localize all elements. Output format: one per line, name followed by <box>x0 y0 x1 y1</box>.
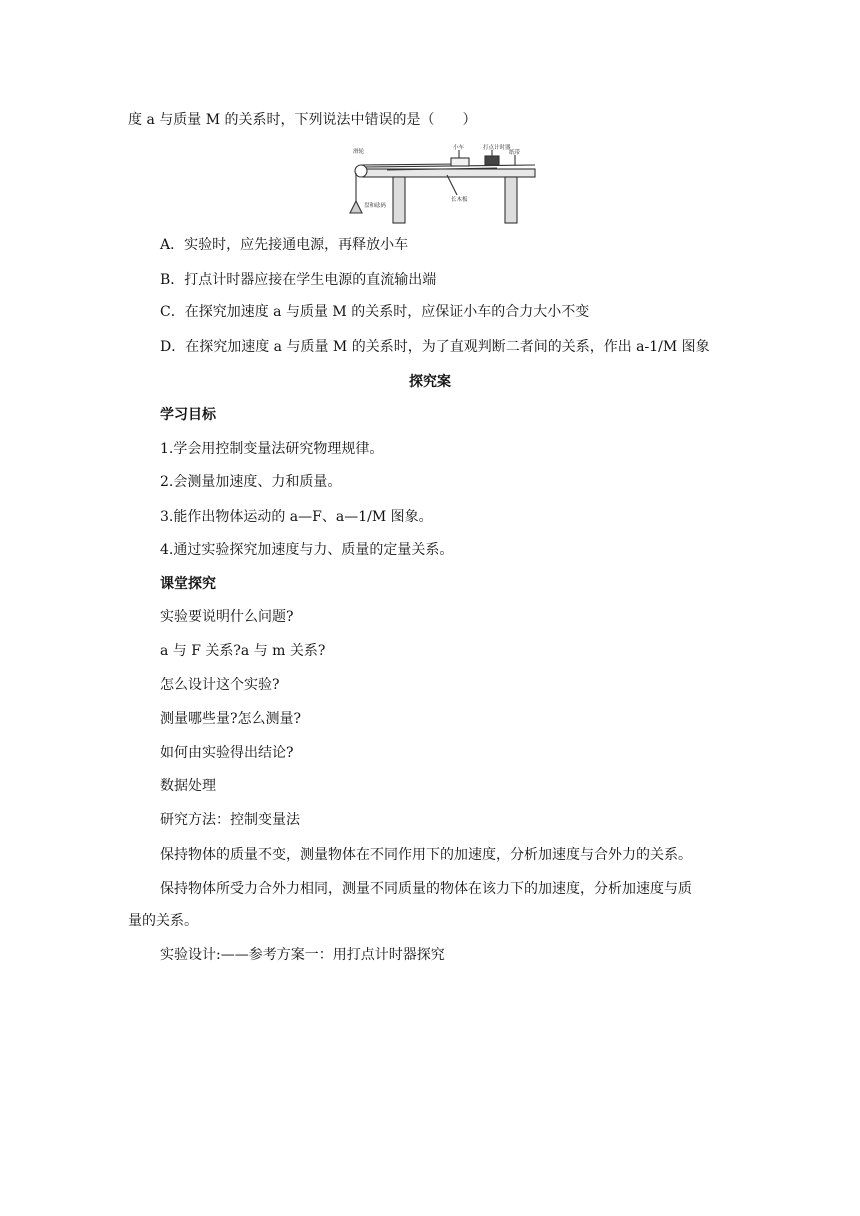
inquiry-question-2: a 与 F 关系?a 与 m 关系? <box>160 643 326 659</box>
section-title: 探究案 <box>409 374 451 390</box>
inquiry-question-1: 实验要说明什么问题? <box>160 609 294 625</box>
research-method: 研究方法：控制变量法 <box>160 812 300 828</box>
label-leader-board <box>447 175 457 195</box>
inquiry-question-4: 测量哪些量?怎么测量? <box>160 711 302 727</box>
timer <box>485 156 499 165</box>
board-top-edge <box>363 165 535 167</box>
table-leg-left <box>393 177 405 223</box>
experiment-design: 实验设计:——参考方案一：用打点计时器探究 <box>160 947 445 963</box>
label-pulley: 滑轮 <box>353 149 365 155</box>
label-tape: 纸带 <box>509 150 521 156</box>
experiment-apparatus-figure <box>347 141 537 225</box>
cart <box>451 158 469 166</box>
data-processing: 数据处理 <box>160 778 216 794</box>
weight-tray <box>350 201 362 213</box>
inquiry-question-5: 如何由实验得出结论? <box>160 745 294 761</box>
pulley <box>355 165 367 177</box>
inquiry-heading: 课堂探究 <box>160 576 216 592</box>
goal-item-3: 3.能作出物体运动的 a—F、a—1/M 图象。 <box>160 509 433 525</box>
label-cart: 小车 <box>453 145 465 151</box>
question-stem: 度 a 与质量 M 的关系时，下列说法中错误的是（ ） <box>128 112 477 128</box>
option-b: B．打点计时器应接在学生电源的直流输出端 <box>160 272 437 288</box>
goal-item-1: 1.学会用控制变量法研究物理规律。 <box>160 441 384 457</box>
option-a: A．实验时，应先接通电源，再释放小车 <box>160 237 409 253</box>
goal-item-2: 2.会测量加速度、力和质量。 <box>160 474 342 490</box>
string-horizontal <box>361 164 457 165</box>
paragraph-force-constant-line2: 量的关系。 <box>128 913 198 929</box>
goals-heading: 学习目标 <box>160 407 216 423</box>
inquiry-question-3: 怎么设计这个实验? <box>160 677 280 693</box>
label-board: 长木板 <box>451 197 468 203</box>
paragraph-force-constant-line1: 保持物体所受力合外力相同，测量不同质量的物体在该力下的加速度，分析加速度与质 <box>160 881 692 897</box>
option-c: C．在探究加速度 a 与质量 M 的关系时，应保证小车的合力大小不变 <box>160 304 590 320</box>
label-timer: 打点计时器 <box>483 145 511 151</box>
paragraph-mass-constant: 保持物体的质量不变，测量物体在不同作用下的加速度，分析加速度与合外力的关系。 <box>160 847 692 863</box>
goal-item-4: 4.通过实验探究加速度与力、质量的定量关系。 <box>160 542 454 558</box>
option-d: D．在探究加速度 a 与质量 M 的关系时，为了直观判断二者间的关系，作出 a-1/M 图象 <box>160 339 710 355</box>
table-leg-right <box>505 177 517 223</box>
label-weight: 盘和砝码 <box>364 203 387 209</box>
